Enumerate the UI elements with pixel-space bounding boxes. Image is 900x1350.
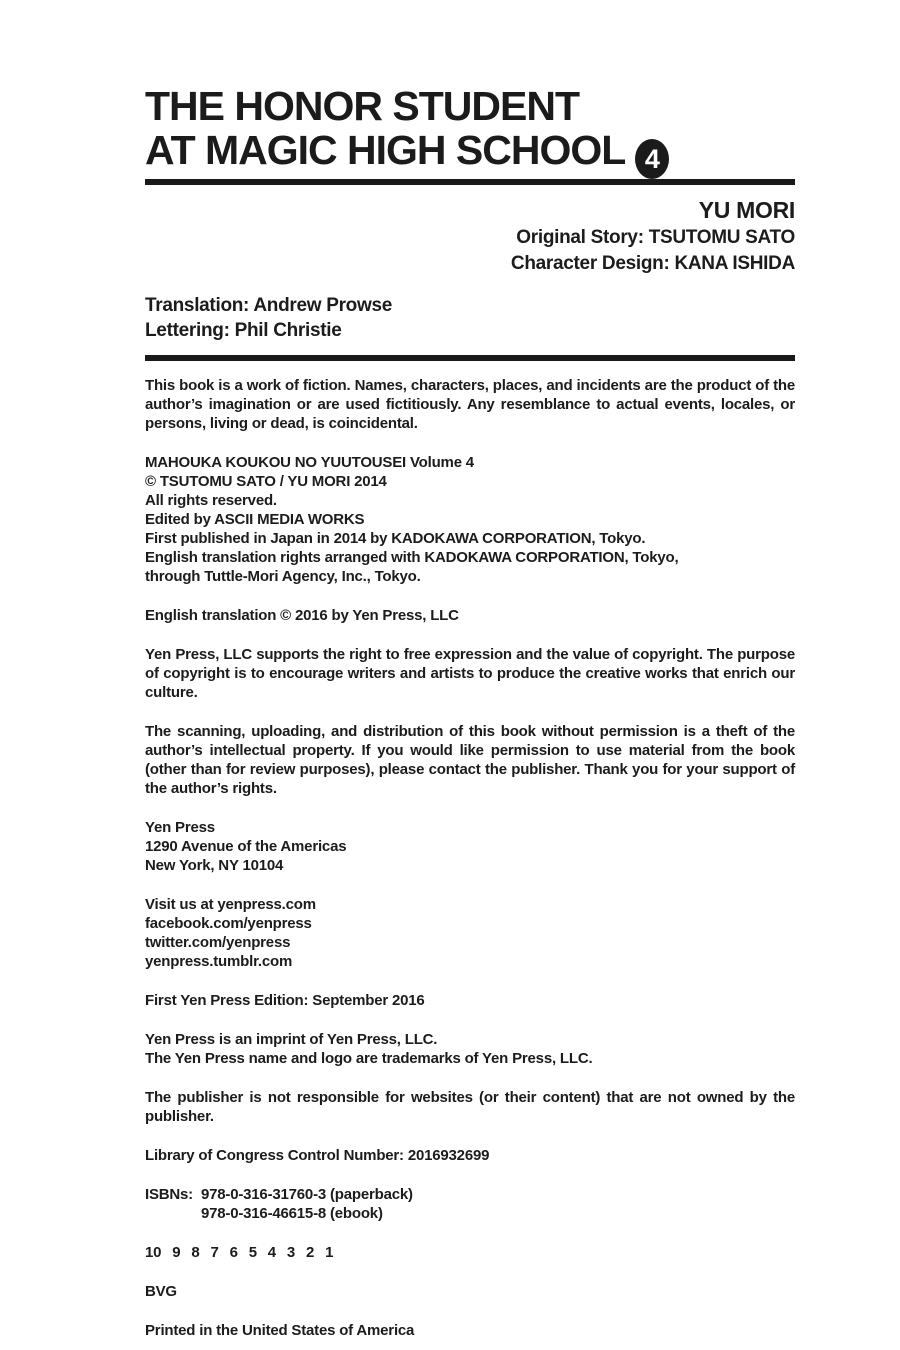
divider-rule: [145, 355, 795, 361]
original-story-credit: Original Story: TSUTOMU SATO: [516, 227, 795, 248]
printed-in-line: Printed in the United States of America: [145, 1322, 415, 1339]
website-disclaimer: The publisher is not responsible for websites (or their content) that are not owned by the publisher.: [145, 1089, 795, 1125]
title-line-1: THE HONOR STUDENT: [145, 83, 579, 129]
staff-credits: [145, 293, 795, 343]
publisher-websites: [145, 895, 795, 971]
copyright-line: All rights reserved.: [145, 492, 277, 509]
publisher-address: [145, 818, 795, 875]
copyright-block: [145, 453, 795, 586]
translation-credit: Translation: Andrew Prowse: [145, 295, 392, 316]
artist-credit: YU MORI: [698, 197, 795, 223]
title-line-2: [145, 128, 795, 175]
header-rule: [145, 179, 795, 185]
website-line: facebook.com/yenpress: [145, 915, 312, 932]
address-line: Yen Press: [145, 819, 215, 836]
website-line: yenpress.tumblr.com: [145, 953, 293, 970]
isbn-ebook: 978-0-316-46615-8 (ebook): [200, 1205, 383, 1222]
english-translation-copyright: English translation © 2016 by Yen Press, LLC: [145, 607, 459, 624]
book-title: [145, 84, 795, 175]
lettering-credit: Lettering: Phil Christie: [145, 320, 342, 341]
lccn-line: Library of Congress Control Number: 2016932699: [145, 1147, 490, 1164]
creator-credits: [145, 195, 795, 277]
print-run-line: 10 9 8 7 6 5 4 3 2 1: [145, 1244, 334, 1261]
copyright-support-paragraph: Yen Press, LLC supports the right to free expression and the value of copyright. The purpose of copyright is to encourage writers and artists to produce the creative works that enrich our culture.: [145, 646, 795, 701]
imprint-line: Yen Press is an imprint of Yen Press, LLC.: [145, 1031, 438, 1048]
copyright-line: through Tuttle-Mori Agency, Inc., Tokyo.: [145, 568, 421, 585]
isbn-label: ISBNs:: [145, 1186, 193, 1203]
character-design-credit: Character Design: KANA ISHIDA: [510, 253, 795, 274]
isbn-paperback: 978-0-316-31760-3 (paperback): [200, 1186, 413, 1203]
isbn-block: [145, 1185, 795, 1223]
isbn-numbers: [201, 1185, 413, 1223]
website-line: twitter.com/yenpress: [145, 934, 291, 951]
address-line: New York, NY 10104: [145, 857, 284, 874]
edition-line: First Yen Press Edition: September 2016: [145, 992, 425, 1009]
volume-number-badge: 4: [635, 139, 669, 179]
imprint-line: The Yen Press name and logo are trademarks of Yen Press, LLC.: [145, 1050, 593, 1067]
copyright-line: First published in Japan in 2014 by KADOKAWA CORPORATION, Tokyo.: [145, 530, 646, 547]
fiction-disclaimer: This book is a work of fiction. Names, characters, places, and incidents are the product of the author’s imagination or are used fictitiously. Any resemblance to actual events, locales, or persons, living or dead, is coincidental.: [145, 377, 795, 432]
copyright-line: Edited by ASCII MEDIA WORKS: [145, 511, 365, 528]
title-line-2-text: AT MAGIC HIGH SCHOOL: [145, 127, 626, 173]
copyright-line: © TSUTOMU SATO / YU MORI 2014: [145, 473, 387, 490]
imprint-block: [145, 1030, 795, 1068]
address-line: 1290 Avenue of the Americas: [145, 838, 347, 855]
website-line: Visit us at yenpress.com: [145, 896, 316, 913]
printer-code: BVG: [145, 1283, 177, 1300]
scanning-notice: The scanning, uploading, and distribution of this book without permission is a theft of the author’s intellectual property. If you would like permission to use material from the book (other than for review purposes), please contact the publisher. Thank you for your support of the author’s rights.: [145, 723, 795, 797]
copyright-line: English translation rights arranged with KADOKAWA CORPORATION, Tokyo,: [145, 549, 679, 566]
copyright-line: MAHOUKA KOUKOU NO YUUTOUSEI Volume 4: [145, 454, 474, 471]
